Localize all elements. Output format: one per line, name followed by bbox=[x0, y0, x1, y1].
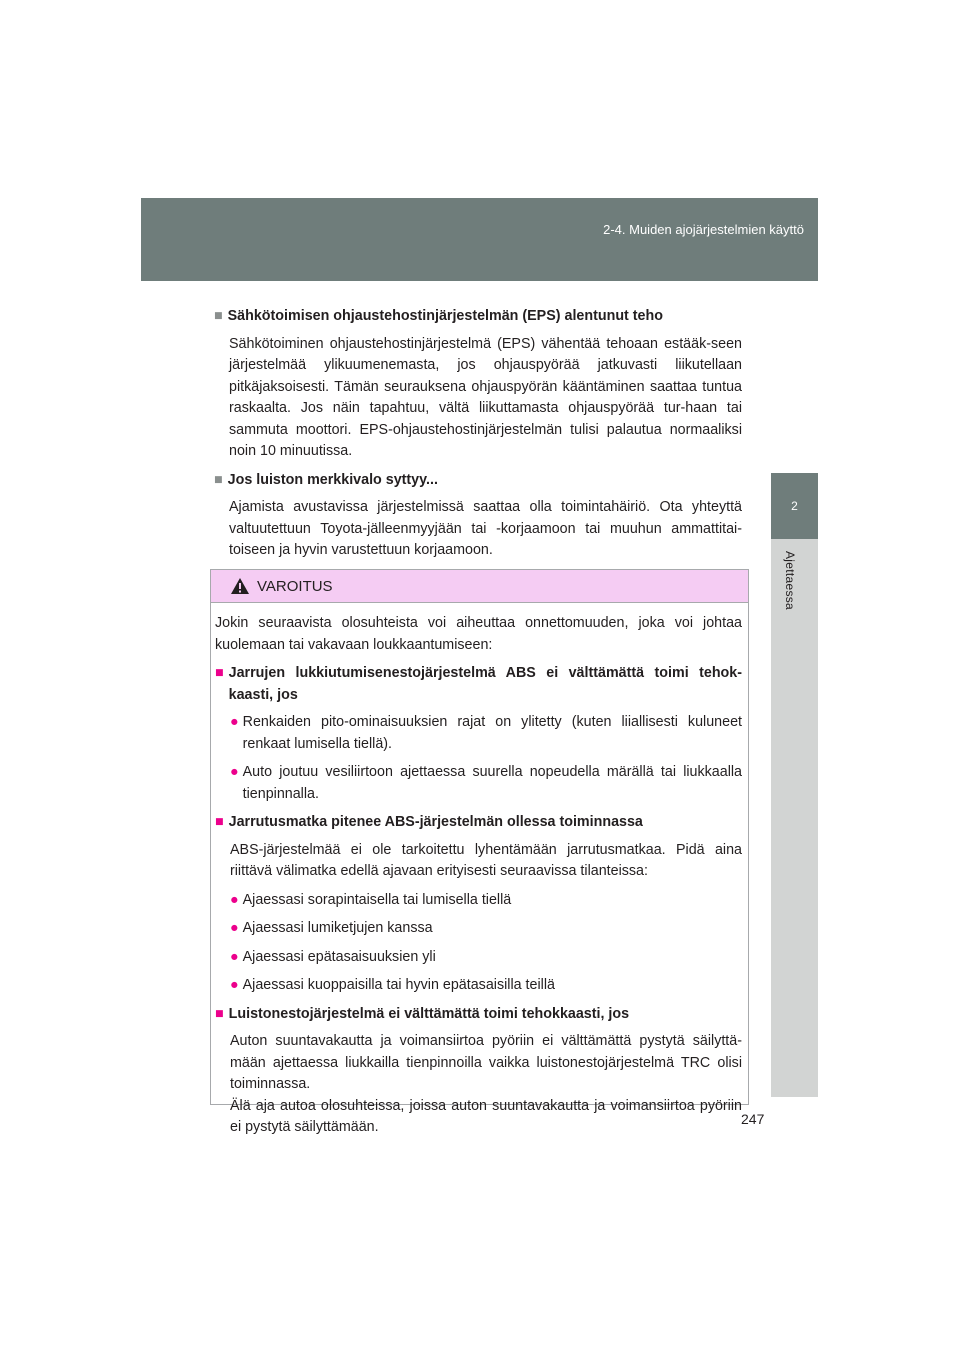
section-body-slip-indicator: Ajamista avustavissa järjestelmissä saattaa olla toimintahäiriö. Ota yhteyttä valtuutettuun Toyota-jälleenmyyjään tai -korjaamoon tai muuhun ammattitai-toiseen ja hyvin varustettuun korjaamoon. bbox=[229, 499, 742, 558]
round-bullet-icon: ● bbox=[230, 764, 239, 780]
list-item: ● Ajaessasi lumiketjujen kanssa bbox=[230, 918, 742, 940]
header-band bbox=[141, 198, 818, 281]
chapter-tab bbox=[771, 539, 818, 1097]
warning-header bbox=[211, 570, 748, 603]
warning-title: VAROITUS bbox=[257, 577, 333, 595]
square-bullet-icon: ■ bbox=[214, 471, 223, 488]
warning-body bbox=[211, 603, 748, 1139]
warning-item-heading: ■ Jarrujen lukkiutumisenestojärjestelmä ABS ei välttämättä toimi tehok-kaasti, jos bbox=[215, 665, 742, 703]
warning-item-heading: ■ Jarrutusmatka pitenee ABS-järjestelmän ollessa toiminnassa bbox=[215, 812, 742, 834]
round-bullet-icon: ● bbox=[230, 920, 239, 936]
page-number: 247 bbox=[741, 1111, 765, 1127]
warning-item-body: Auton suuntavakautta ja voimansiirtoa pyöriin ei välttämättä pystytä säilyttä-mään ajettaessa liukkailla tienpinnoilla vaikka luistonestojärjestelmä TRC olisi toiminnassa. Älä aja autoa olosuhteissa, joissa auton suuntavakautta ja voimansiirtoa pyöriin ei pystytä säilyttämään. bbox=[230, 1033, 742, 1135]
square-bullet-icon: ■ bbox=[215, 1005, 224, 1022]
round-bullet-icon: ● bbox=[230, 948, 239, 965]
warning-intro: Jokin seuraavista olosuhteista voi aiheuttaa onnettomuuden, joka voi johtaa kuolemaan tai vakavaan loukkaantumiseen: bbox=[215, 615, 742, 653]
list-item: ● Ajaessasi epätasaisuuksien yli bbox=[230, 947, 742, 969]
round-bullet-icon: ● bbox=[230, 977, 239, 993]
warning-item-body: ABS-järjestelmää ei ole tarkoitettu lyhentämään jarrutusmatkaa. Pidä aina riittävä välimatka edellä ajavaan erityisesti seuraavissa tilanteissa: bbox=[230, 841, 742, 879]
list-item: ● Ajaessasi kuoppaisilla tai hyvin epätasaisilla teillä bbox=[230, 975, 742, 997]
list-item: ● Renkaiden pito-ominaisuuksien rajat on ylitetty (kuten liiallisesti kuluneet renkaat lumisella tiellä). bbox=[230, 714, 742, 752]
section-heading-slip-indicator: ■ Jos luiston merkkivalo syttyy... bbox=[214, 470, 742, 492]
warning-triangle-icon bbox=[231, 578, 249, 594]
section-title: 2-4. Muiden ajojärjestelmien käyttö bbox=[603, 222, 804, 237]
chapter-label: Ajettaessa bbox=[783, 551, 797, 611]
list-item: ● Auto joutuu vesiliirtoon ajettaessa suurella nopeudella märällä tai liukkaalla tienpinnalla. bbox=[230, 764, 742, 802]
round-bullet-icon: ● bbox=[230, 891, 239, 908]
square-bullet-icon: ■ bbox=[214, 308, 223, 324]
round-bullet-icon: ● bbox=[230, 714, 239, 730]
square-bullet-icon: ■ bbox=[215, 814, 224, 830]
section-body-eps: Sähkötoiminen ohjaustehostinjärjestelmä (EPS) vähentää tehoaan estääk-seen järjestelmää ylikuumenemasta, jos ohjauspyörää jatkuvasti liikutellaan pitkäjaksoisesti. Tämän seurauksena ohjauspyörän kääntäminen saattaa tuntua raskaalta. Jos näin tapahtuu, vältä liikuttamasta ohjauspyörää tur-haan tai sammuta moottori. EPS-ohjaustehostinjärjestelmän tulisi palautua normaaliksi noin 10 minuutissa. bbox=[229, 335, 742, 459]
main-content bbox=[214, 306, 742, 569]
warning-box bbox=[210, 569, 749, 1135]
chapter-number: 2 bbox=[771, 473, 818, 539]
list-item: ● Ajaessasi sorapintaisella tai lumisella tiellä bbox=[230, 890, 742, 912]
square-bullet-icon: ■ bbox=[215, 665, 224, 681]
warning-item-heading: ■ Luistonestojärjestelmä ei välttämättä toimi tehokkaasti, jos bbox=[215, 1004, 742, 1026]
section-heading-eps: ■ Sähkötoimisen ohjaustehostinjärjestelmän (EPS) alentunut teho bbox=[214, 306, 742, 328]
